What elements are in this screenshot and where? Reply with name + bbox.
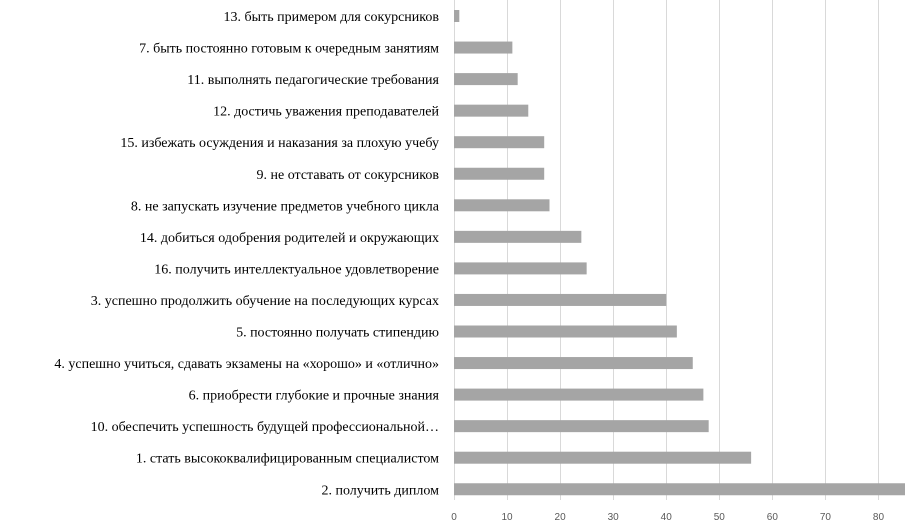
category-label: 11. выполнять педагогические требования	[187, 73, 439, 89]
x-axis-ticks	[451, 512, 884, 523]
bar	[454, 294, 666, 306]
x-tick-label: 20	[554, 512, 566, 523]
bars	[454, 10, 905, 495]
bar	[454, 326, 677, 338]
bar	[454, 73, 518, 85]
bar	[454, 136, 544, 148]
category-label: 4. успешно учиться, сдавать экзамены на «хорошо» и «отлично»	[54, 357, 439, 373]
bar	[454, 452, 751, 464]
bar	[454, 357, 693, 369]
bar	[454, 483, 905, 495]
category-label: 2. получить диплом	[321, 483, 439, 499]
x-tick-label: 50	[713, 512, 725, 523]
category-label: 10. обеспечить успешность будущей профессиональной…	[90, 420, 439, 436]
category-label: 9. не отставать от сокурсников	[256, 167, 439, 183]
bar	[454, 10, 459, 22]
x-tick-label: 70	[819, 512, 831, 523]
category-label: 7. быть постоянно готовым к очередным занятиям	[139, 41, 439, 57]
category-label: 6. приобрести глубокие и прочные знания	[188, 388, 439, 404]
category-label: 15. избежать осуждения и наказания за плохую учебу	[120, 136, 439, 152]
category-label: 14. добиться одобрения родителей и окружающих	[139, 230, 439, 246]
category-label: 8. не запускать изучение предметов учебного цикла	[130, 199, 439, 215]
category-labels	[54, 10, 439, 498]
x-tick-label: 0	[451, 512, 457, 523]
bar	[454, 231, 581, 243]
x-tick-label: 80	[872, 512, 885, 523]
bar	[454, 420, 709, 432]
bar	[454, 42, 512, 54]
category-label: 12. достичь уважения преподавателей	[213, 104, 439, 120]
x-tick-label: 40	[660, 512, 672, 523]
x-tick-label: 30	[607, 512, 619, 523]
category-label: 13. быть примером для сокурсников	[223, 10, 439, 25]
bar	[454, 389, 703, 401]
x-tick-label: 10	[501, 512, 513, 523]
category-label: 3. успешно продолжить обучение на последующих курсах	[90, 293, 439, 309]
category-label: 1. стать высококвалифицированным специалистом	[135, 451, 439, 467]
bar	[454, 262, 587, 274]
x-tick-label: 60	[766, 512, 778, 523]
bar	[454, 199, 550, 211]
bar	[454, 105, 528, 117]
category-label: 16. получить интеллектуальное удовлетворение	[154, 262, 439, 278]
category-label: 5. постоянно получать стипендию	[236, 325, 439, 341]
bar	[454, 168, 544, 180]
